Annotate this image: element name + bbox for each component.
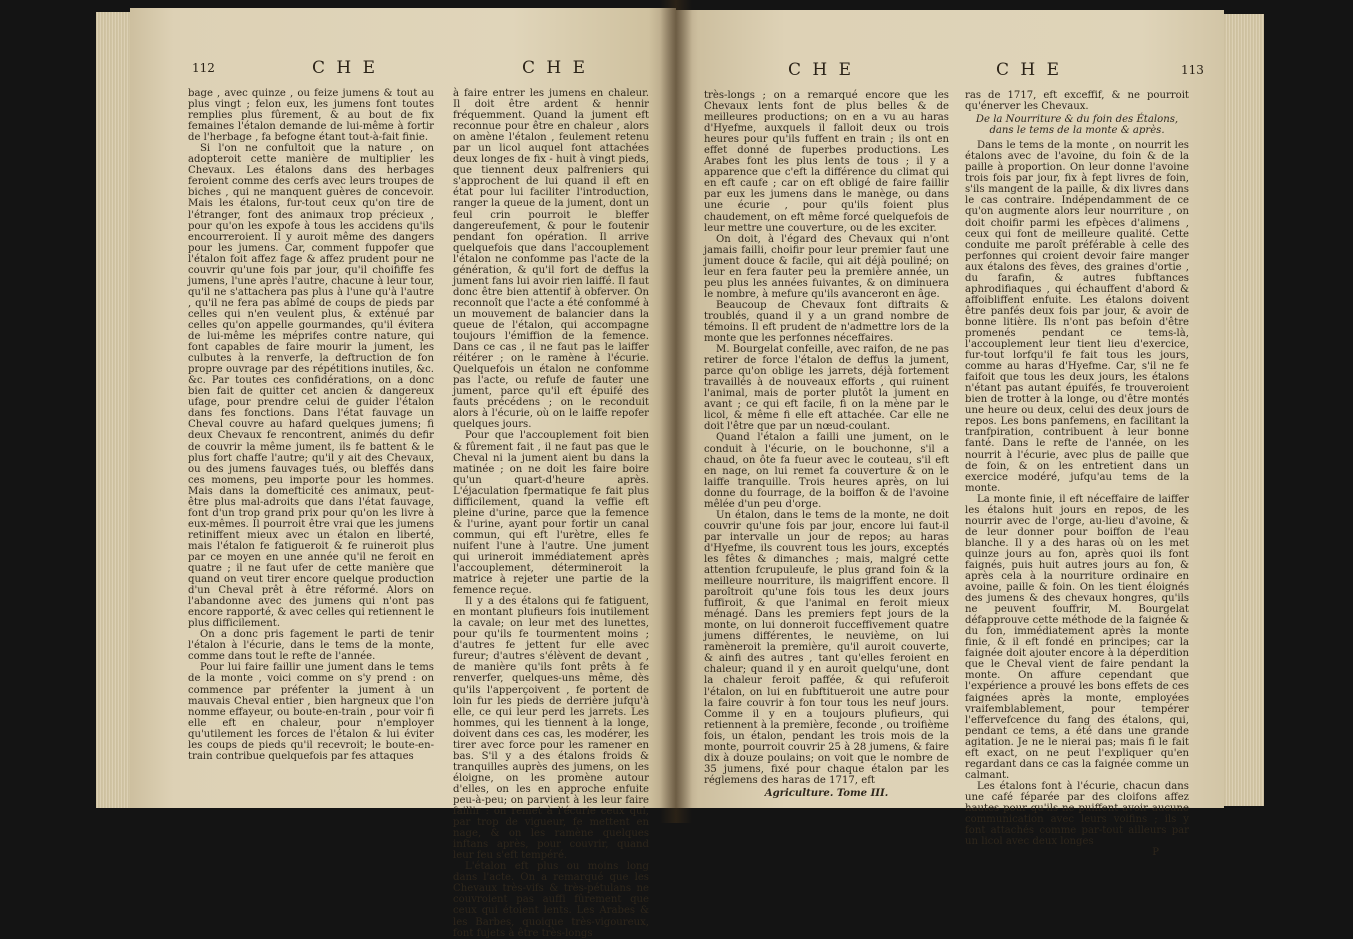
right-header-right: C H E xyxy=(996,60,1063,80)
right-header-left: C H E xyxy=(788,60,855,80)
left-header-left: C H E xyxy=(312,58,379,78)
right-column-2 xyxy=(965,90,1189,858)
paragraph: On doit, à l'égard des Chevaux qui n'ont jamais failli, choifir pour leur premier faut une jument douce & facile, qui ait déjà pouliné; on leur en fera fauter peu la première année, un peu plus les années fuivantes, & on diminuera le nombre, à mefure qu'ils avanceront en âge. xyxy=(704,233,949,300)
paragraph: Si l'on ne confultoit que la nature , on adopteroit cette manière de multiplier les Chevaux. Les étalons dans des herbages feroient comme des cerfs avec leurs troupes de biches , qui ne manquent guères de concevoir. Mais les étalons, fur-tout ceux qu'on tire de l'étranger, font des animaux trop précieux , pour qu'on les expofe à tous les accidens qu'ils encourreroient. Il y auroit même des dangers pour les jumens. Car, comment fuppofer que l'étalon foit affez fage & affez prudent pour ne couvrir qu'une fois par jour, qu'il choififfe fes jumens, l'une après l'autre, chacune à leur tour, qu'il ne s'attachera pas plus à l'une qu'à l'autre , qu'il ne fera pas abîmé de coups de pieds par celles qui n'en veulent plus, & exténué par celles qu'on appelle gourmandes, qu'il évitera de lui-même les méprifes contre nature, qui font capables de faire mourir la jument, les culbutes à la renverfe, la deftruction de fon propre ouvrage par des répétitions inutiles, &c. &c. Par toutes ces confidérations, on a donc bien fait de quitter cet ancien & dangereux ufage, pour prendre celui de guider l'étalon dans fes fonctions. Dans l'état fauvage un Cheval couvre au hafard quelques jumens; fi deux Chevaux fe rencontrent, animés du defir de couvrir la même jument, ils fe battent & le plus fort chaffe l'autre; qu'il y ait des Chevaux, ou des jumens fauvages tués, ou bleffés dans ces momens, peu importe pour les hommes. Mais dans la domefticité ces animaux, peut-être plus mal-adroits que dans l'état fauvage, font d'un trop grand prix pour qu'on les livre à eux-mêmes. Il pourroit être vrai que les jumens retiniffent mieux avec un étalon en liberté, mais l'étalon fe fatigueroit & fe ruineroit plus par ce moyen en une année qu'il ne feroit en quatre ; il ne faut ufer de cette manière que quand on veut tirer encore quelque production d'un Cheval prêt à être réformé. Alors on l'abandonne avec des jumens qui n'ont pas encore rapporté, & avec celles qui retiennent le plus difficilement. xyxy=(188,143,434,630)
paragraph: Pour lui faire faillir une jument dans le tems de la monte , voici comme on s'y prend : on commence par préfenter la jument à un mauvais Cheval entier , bien hargneux que l'on nomme effayeur, ou boute-en-train , pour voir fi elle eft en chaleur, pour n'employer qu'utilement les forces de l'étalon & lui éviter les coups de pieds qu'il recevroit; le boute-en-train contribue quelquefois par fes attaques xyxy=(188,662,434,762)
left-page xyxy=(130,8,676,939)
paragraph: Dans le tems de la monte , on nourrit les étalons avec de l'avoine, du foin & de la paille à proportion. On leur donne l'avoine trois fois par jour, fix à fept livres de foin, s'ils mangent de la paille, & dix livres dans le cas contraire. Indépendamment de ce qu'on augmente alors leur nourriture , on doit choifir parmi les efpèces d'alimens , ceux qui font de meilleure qualité. Cette conduite me paroît préférable à celle des perfonnes qui croient devoir faire manger aux étalons des fèves, des graines d'ortie , du farafin, & autres fubftances aphrodifiaques , qui échauffent d'abord & affoibliffent enfuite. Les étalons doivent être panfés deux fois par jour, & avoir de bonne litière. Ils n'ont pas befoin d'être promenés pendant ce tems-là, l'accouplement leur tient lieu d'exercice, fur-tout lorfqu'il fe fait tous les jours, comme au haras d'Hyefme. Car, s'il ne fe faifoit que tous les deux jours, les étalons n'étant pas autant épuifés, fe trouveroient bien de trotter à la longe, ou d'être montés une heure ou deux, celui des deux jours de repos. Les bons panfemens, en facilitant la tranfpiration, contribuent à leur bonne fanté. Dans le refte de l'année, on les nourrit à l'écurie, avec plus de paille que de foin, & on les entretient dans un exercice modéré, jufqu'au tems de la monte. xyxy=(965,140,1189,494)
page-footer: Agriculture. Tome III. xyxy=(764,787,889,799)
paragraph: L'étalon eft plus ou moins long dans l'acte. On a remarqué que les Chevaux très-vifs & très-pétulans ne couvroient pas auffi fûrement que ceux qui étoient lents. Les Arabes & les Barbes, quoique très-vigoureux, font fujets à être très-longs xyxy=(453,861,649,939)
left-column-2 xyxy=(453,88,649,939)
left-running-header xyxy=(130,58,676,84)
left-page-number: 112 xyxy=(192,61,215,75)
paragraph: M. Bourgelat confeille, avec raifon, de ne pas retirer de force l'étalon de deffus la jument, parce qu'on oblige les jarrets, déjà fortement travaillés à de nouveaux efforts , qui ruinent l'animal, mais de porter plutôt la jument en avant ; ce qui eft facile, fi on la mène par le licol, & même fi elle eft attachée. Car elle ne doit l'être que par un nœud-coulant. xyxy=(704,344,949,433)
section-title: De la Nourriture & du foin des Étalons, dans le tems de la monte & après. xyxy=(975,114,1179,137)
paragraph: bage , avec quinze , ou feize jumens & tout au plus vingt ; felon eux, les jumens font toutes remplies plus fûrement, & au bout de fix femaines l'étalon demande de lui-même à fortir de l'herbage , fa befogne étant tout-à-fait finie. xyxy=(188,88,434,144)
right-column-1 xyxy=(704,90,949,799)
paragraph: Quand l'étalon a failli une jument, on le conduit à l'écurie, on le bouchonne, s'il a chaud, on ôte fa fueur avec le couteau, s'il eft en nage, on lui remet fa couverture & on le laiffe tranquille. Trois heures après, on lui donne du fourrage, de la boiffon & de l'avoine mêlée d'un peu d'orge. xyxy=(704,432,949,510)
left-column-1 xyxy=(188,88,434,762)
paragraph: Un étalon, dans le tems de la monte, ne doit couvrir qu'une fois par jour, encore lui faut-il par intervalle un jour de repos; au haras d'Hyefme, ils couvrent tous les jours, exceptés les fêtes & dimanches ; mais, malgré cette attention fcrupuleufe, le plus grand foin & la meilleure nourriture, ils maigriffent encore. Il paroîtroit qu'une fois tous les deux jours fuffiroit, & que l'animal en feroit mieux ménagé. Dans les premiers fept jours de la monte, on lui donneroit fucceffivement quatre jumens différentes, le neuvième, on lui ramèneroit la première, qu'il auroit couverte, & ainfi des autres , tant qu'elles feroient en chaleur; quand il y en auroit quelqu'une, dont la chaleur feroit paffée, & qui refuferoit l'étalon, on lui en fubftitueroit une autre pour la faire couvrir à fon tour tous les neuf jours. Comme il y en a toujours plufieurs, qui retiennent à la première, feconde , ou troifième fois, un étalon, pendant les trois mois de la monte, pourroit couvrir 25 à 28 jumens, & faire dix à douze poulains; on voit que le nombre de 35 jumens, fixé pour chaque étalon par les réglemens des haras de 1717, eft xyxy=(704,509,949,786)
paragraph: La monte finie, il eft néceffaire de laiffer les étalons huit jours en repos, de les nourrir avec de l'orge, au-lieu d'avoine, & de leur donner pour boiffon de l'eau blanche. Il y a des haras où on les met quinze jours au fon, après quoi ils font faignés, puis huit autres jours au fon, & après cela à la nourriture ordinaire en avoine, paille & foin. On les tient éloignés des jumens & des chevaux hongres, qu'ils ne peuvent fouffrir, M. Bourgelat défapprouve cette méthode de la faignée & du fon, immédiatement après la monte finie, & il eft fondé en principes; car la faignée doit ajouter encore à la déperdition que le Cheval vient de faire pendant la monte. On affure cependant que l'expérience a prouvé les bons effets de ces faignées après la monte, employées vraifemblablement, pour tempérer l'effervefcence du fang des étalons, qui, pendant ce tems, a été dans une grande agitation. Je ne le nierai pas; mais fi le fait eft exact, on ne peut l'expliquer qu'en regardant dans ce cas la faignée comme un calmant. xyxy=(965,493,1189,781)
right-page xyxy=(676,10,1224,859)
right-page-edges xyxy=(1222,14,1264,806)
paragraph: Beaucoup de Chevaux font diftraits & troublés, quand il y a un grand nombre de témoins. Il eft prudent de n'admettre lors de la monte que les perfonnes néceffaires. xyxy=(704,299,949,345)
paragraph: On a donc pris fagement le parti de tenir l'étalon à l'écurie, dans le tems de la monte, comme dans tout le refte de l'année. xyxy=(188,629,434,663)
left-header-right: C H E xyxy=(522,58,589,78)
right-running-header xyxy=(676,60,1224,86)
signature-mark: P xyxy=(1152,847,1159,859)
paragraph: à faire entrer les jumens en chaleur. Il doit être ardent & hennir fréquemment. Quand la jument eft reconnue pour être en chaleur , alors on amène l'étalon , feulement retenu par un licol auquel font attachées deux longes de fix - huit à vingt pieds, que tiennent deux palfreniers qui s'approchent de lui quand il eft en état pour lui faciliter l'introduction, ranger la queue de la jument, dont un feul crin pourroit le bleffer dangereufement, & pour le foutenir pendant fon opération. Il arrive quelquefois que dans l'accouplement l'étalon ne confomme pas l'acte de la génération, & qu'il fort de deffus la jument fans lui avoir rien laiffé. Il faut donc être bien attentif à obferver. On reconnoît que l'acte a été confommé à un mouvement de balancier dans la queue de l'étalon, qui accompagne toujours l'émiffion de la femence. Dans ce cas , il ne faut pas le laiffer réitérer ; on le ramène à l'écurie. Quelquefois un étalon ne confomme pas l'acte, ou refufe de fauter une jument, parce qu'il eft épuifé des fauts précédens ; on le reconduit alors à l'écurie, où on le laiffe repofer quelques jours. xyxy=(453,88,649,431)
paragraph: Les étalons font à l'écurie, chacun dans une café féparée par des cloifons affez hautes pour qu'ils ne puiffent avoir aucune communication avec leurs voifins ; ils y font attachés comme par-tout ailleurs par un licol avec deux longes xyxy=(965,780,1189,848)
right-page-number: 113 xyxy=(1181,63,1204,77)
paragraph: ras de 1717, eft exceffif, & ne pourroit qu'énerver les Chevaux. xyxy=(965,90,1189,113)
paragraph: Il y a des étalons qui fe fatiguent, en montant plufieurs fois inutilement la cavale; on leur met des lunettes, pour qu'ils fe tourmentent moins ; d'autres fe jettent fur elle avec fureur; d'autres s'élèvent de devant , de manière qu'ils font prêts à fe renverfer, quelques-uns même, dès qu'ils l'apperçoivent , fe portent de loin fur les pieds de derrière jufqu'à elle, ce qui leur perd les jarrets. Les hommes, qui les tiennent à la longe, doivent dans ces cas, les modérer, les tirer avec force pour les ramener en bas. S'il y a des étalons froids & tranquilles auprès des jumens, on les éloigne, on les promène autour d'elles, on les en approche enfuite peu-à-peu; on parvient à les leur faire faillir : on remet à l'écurie ceux qui, par trop de vigueur, fe mettent en nage, & on les ramène quelques inftans après, pour couvrir, quand leur feu s'eft tempéré. xyxy=(453,596,649,862)
paragraph: Pour que l'accouplement foit bien & fûrement fait , il ne faut pas que le Cheval ni la jument aient bu dans la matinée ; on ne doit les faire boire qu'un quart-d'heure après. L'éjaculation fpermatique fe fait plus difficilement, quand la veffie eft pleine d'urine, parce que la femence & l'urine, ayant pour fortir un canal commun, qui eft l'urètre, elles fe nuifent l'une à l'autre. Une jument qui urineroit immédiatement après l'accouplement, détermineroit la matrice à rejeter une partie de la femence reçue. xyxy=(453,430,649,597)
paragraph: très-longs ; on a remarqué encore que les Chevaux lents font de plus belles & de meilleures productions; on en a vu au haras d'Hyefme, auxquels il falloit deux ou trois heures pour qu'ils fuffent en train ; ils ont en effet donné de fuperbes productions. Les Arabes font les plus lents de tous ; il y a apparence que c'eft la différence du climat qui en eft caufe ; car on eft obligé de faire faillir par eux les jumens dans le manège, ou dans une écurie , pour qu'ils foient plus chaudement, on eft même forcé quelquefois de leur mettre une couverture, ou de les exciter. xyxy=(704,90,949,234)
left-page-edges xyxy=(96,12,132,808)
